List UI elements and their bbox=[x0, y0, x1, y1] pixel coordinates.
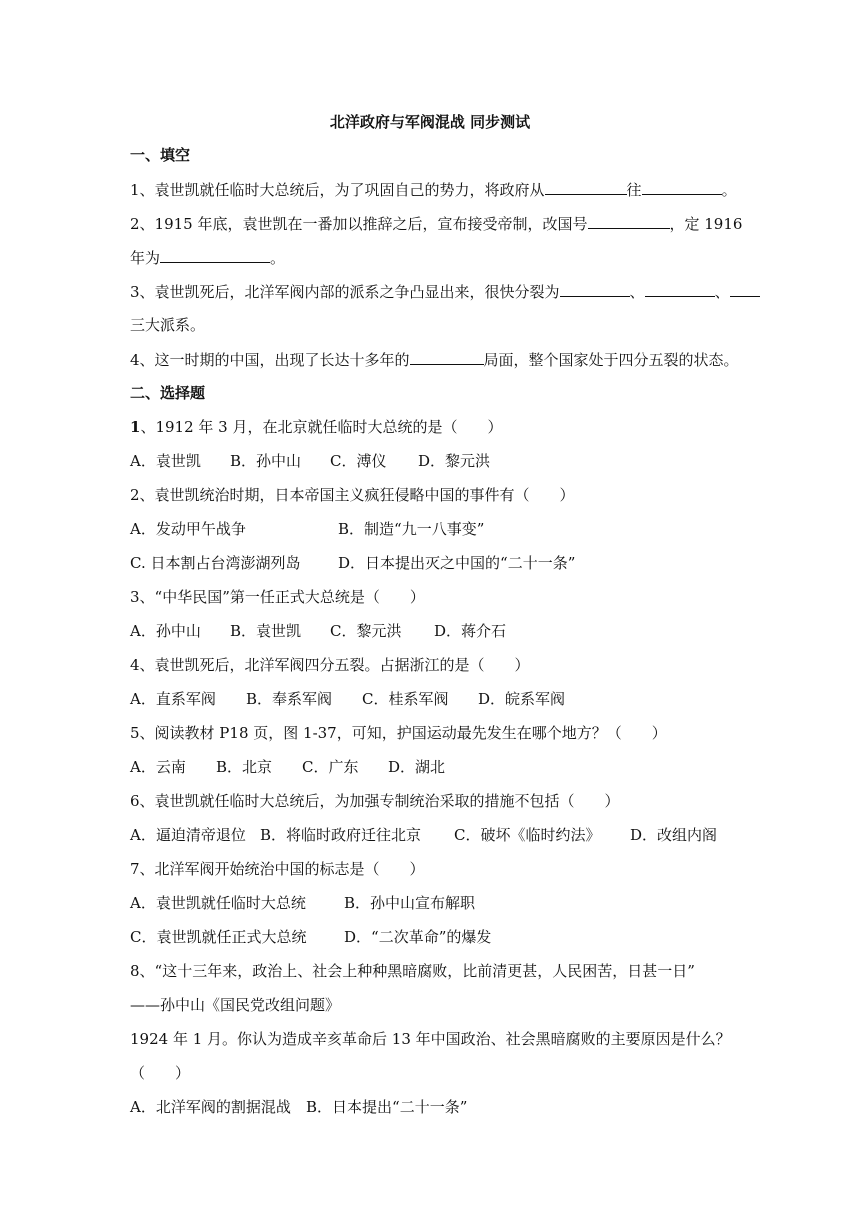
fill-q1-text: 1、袁世凯就任临时大总统后，为了巩固自己的势力，将政府从 bbox=[130, 181, 545, 199]
choice-question-8-cont: 1924 年 1 月。你认为造成辛亥革命后 13 年中国政治、社会黑暗腐败的主要原因是什么？ bbox=[130, 1030, 731, 1048]
option-a[interactable]: A．孙中山 bbox=[130, 622, 201, 640]
option-d[interactable]: D．改组内阁 bbox=[630, 826, 718, 844]
choice-options-7b bbox=[130, 927, 730, 947]
answer-blank[interactable] bbox=[645, 281, 715, 297]
question-stem: 、1912 年 3 月，在北京就任临时大总统的是（ ） bbox=[140, 418, 503, 436]
quote-source: ——孙中山《国民党改组问题》 bbox=[130, 996, 341, 1014]
answer-parentheses: （ ） bbox=[130, 1064, 191, 1082]
fill-q3-text-3: 、 bbox=[714, 283, 730, 301]
fill-question-2 bbox=[130, 213, 743, 234]
option-b[interactable]: B．北京 bbox=[216, 758, 273, 776]
choice-question-3: 3、“中华民国”第一任正式大总统是（ ） bbox=[130, 588, 425, 606]
option-a[interactable]: A．云南 bbox=[130, 758, 186, 776]
choice-question-2: 2、袁世凯统治时期，日本帝国主义疯狂侵略中国的事件有（ ） bbox=[130, 486, 575, 504]
option-a[interactable]: A．直系军阀 bbox=[130, 690, 216, 708]
option-a[interactable]: A．发动甲午战争 bbox=[130, 520, 246, 538]
choice-question-5: 5、阅读教材 P18 页，图 1-37，可知，护国运动最先发生在哪个地方？（ ） bbox=[130, 724, 667, 742]
fill-q1-text-2: 往 bbox=[626, 181, 642, 199]
fill-q4-text: 4、这一时期的中国，出现了长达十多年的 bbox=[130, 351, 410, 369]
choice-options-3 bbox=[130, 621, 730, 641]
answer-blank[interactable] bbox=[730, 281, 760, 297]
section-heading-fill: 一、填空 bbox=[130, 146, 191, 164]
choice-options-5 bbox=[130, 757, 730, 777]
option-c[interactable]: C．广东 bbox=[302, 758, 359, 776]
choice-question-7: 7、北洋军阀开始统治中国的标志是（ ） bbox=[130, 860, 425, 878]
fill-q3-text-2: 、 bbox=[629, 283, 645, 301]
option-c[interactable]: C．桂系军阀 bbox=[362, 690, 449, 708]
option-b[interactable]: B．日本提出“二十一条” bbox=[306, 1098, 468, 1116]
option-c[interactable]: C．溥仪 bbox=[330, 452, 387, 470]
option-b[interactable]: B．奉系军阀 bbox=[246, 690, 333, 708]
answer-blank[interactable] bbox=[545, 179, 627, 195]
fill-question-2-cont bbox=[130, 247, 730, 268]
option-c[interactable]: C．袁世凯就任正式大总统 bbox=[130, 928, 307, 946]
fill-q1-text-3: 。 bbox=[721, 181, 737, 199]
answer-blank[interactable] bbox=[560, 281, 630, 297]
option-c[interactable]: C. 日本割占台湾澎湖列岛 bbox=[130, 554, 301, 572]
option-b[interactable]: B．制造“九一八事变” bbox=[338, 520, 485, 538]
answer-blank[interactable] bbox=[160, 247, 270, 263]
choice-question-6: 6、袁世凯就任临时大总统后，为加强专制统治采取的措施不包括（ ） bbox=[130, 792, 620, 810]
section-heading-choice: 二、选择题 bbox=[130, 384, 206, 402]
choice-question-1 bbox=[130, 417, 730, 437]
answer-blank[interactable] bbox=[642, 179, 722, 195]
fill-question-1 bbox=[130, 179, 737, 200]
fill-q2-text-3: 年为 bbox=[130, 249, 161, 267]
option-a[interactable]: A．逼迫清帝退位 bbox=[130, 826, 246, 844]
option-b[interactable]: B．孙中山 bbox=[230, 452, 302, 470]
choice-options-4 bbox=[130, 689, 730, 709]
fill-question-3 bbox=[130, 281, 730, 302]
fill-q2-text: 2、1915 年底，袁世凯在一番加以推辞之后，宣布接受帝制，改国号 bbox=[130, 215, 588, 233]
option-a[interactable]: A．袁世凯 bbox=[130, 452, 201, 470]
option-d[interactable]: D．日本提出灭之中国的“二十一条” bbox=[338, 554, 576, 572]
fill-question-4 bbox=[130, 349, 739, 370]
fill-question-3-cont: 三大派系。 bbox=[130, 316, 206, 334]
option-c[interactable]: C．黎元洪 bbox=[330, 622, 402, 640]
option-a[interactable]: A．北洋军阀的割据混战 bbox=[130, 1098, 291, 1116]
option-d[interactable]: D．湖北 bbox=[388, 758, 446, 776]
choice-options-7a bbox=[130, 893, 730, 913]
choice-options-6 bbox=[130, 825, 730, 845]
page-title: 北洋政府与军阀混战 同步测试 bbox=[329, 113, 531, 131]
choice-question-4: 4、袁世凯死后，北洋军阀四分五裂。占据浙江的是（ ） bbox=[130, 656, 530, 674]
choice-options-1 bbox=[130, 451, 730, 471]
fill-q4-text-2: 局面，整个国家处于四分五裂的状态。 bbox=[483, 351, 739, 369]
question-number: 1 bbox=[130, 418, 141, 436]
option-d[interactable]: D．黎元洪 bbox=[418, 452, 491, 470]
fill-q3-text: 3、袁世凯死后，北洋军阀内部的派系之争凸显出来，很快分裂为 bbox=[130, 283, 560, 301]
option-d[interactable]: D．皖系军阀 bbox=[478, 690, 566, 708]
option-b[interactable]: B．将临时政府迁往北京 bbox=[260, 826, 422, 844]
choice-options-8 bbox=[130, 1097, 730, 1117]
option-d[interactable]: D．蒋介石 bbox=[434, 622, 507, 640]
choice-options-2a bbox=[130, 519, 730, 539]
option-b[interactable]: B．孙中山宣布解职 bbox=[344, 894, 476, 912]
answer-blank[interactable] bbox=[588, 213, 670, 229]
option-c[interactable]: C．破坏《临时约法》 bbox=[454, 826, 601, 844]
option-d[interactable]: D．“二次革命”的爆发 bbox=[344, 928, 492, 946]
choice-options-2b bbox=[130, 553, 730, 573]
option-a[interactable]: A．袁世凯就任临时大总统 bbox=[130, 894, 306, 912]
fill-q2-text-4: 。 bbox=[270, 249, 286, 267]
choice-question-8: 8、“这十三年来，政治上、社会上种种黑暗腐败，比前清更甚，人民困苦，日甚一日” bbox=[130, 962, 695, 980]
fill-q2-text-2: ，定 1916 bbox=[669, 215, 743, 233]
option-b[interactable]: B．袁世凯 bbox=[230, 622, 302, 640]
answer-blank[interactable] bbox=[410, 349, 484, 365]
